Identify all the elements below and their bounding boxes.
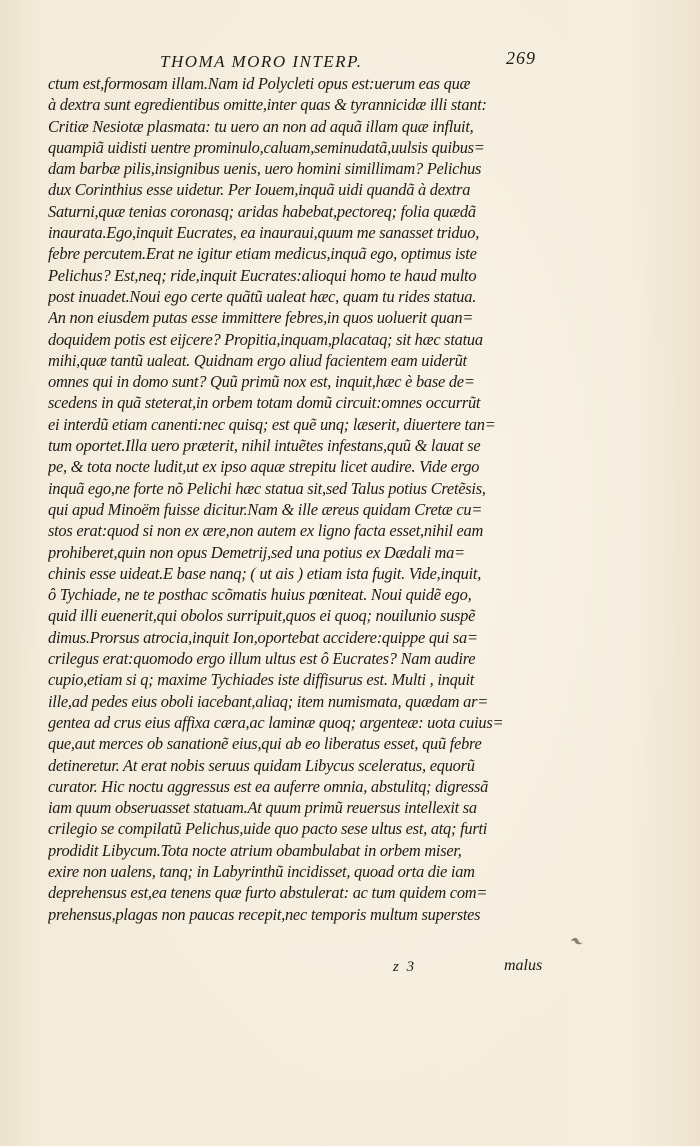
text-line: ille,ad pedes eius oboli iacebant,aliaq; item numismata, quædam ar= xyxy=(48,691,489,711)
text-line: iam quum obseruasset statuam.At quum primũ reuersus intellexit sa xyxy=(48,798,477,818)
text-line: prehensus,plagas non paucas recepit,nec temporis multum superstes xyxy=(48,904,481,924)
text-line: prodidit Libycum.Tota nocte atrium obambulabat in orbem miser, xyxy=(48,840,462,860)
text-line: qui apud Minoëm fuisse dicitur.Nam & ille æreus quidam Cretæ cu= xyxy=(48,499,483,519)
text-line: inquã ego,ne forte nõ Pelichi hæc statua sit,sed Talus potius Cretẽsis, xyxy=(48,478,486,498)
text-line: curator. Hic noctu aggressus est ea auferre omnia, abstulitq; digressã xyxy=(48,776,489,796)
text-line: stos erat:quod si non ex ære,non autem ex ligno facta esset,nihil eam xyxy=(48,521,484,541)
text-line: post inuadet.Noui ego certe quãtũ ualeat hæc, quam tu rides statua. xyxy=(48,286,477,306)
text-line: chinis esse uideat.E base nanq; ( ut ais ) etiam ista fugit. Vide,inquit, xyxy=(48,563,482,583)
text-line: quid illi euenerit,qui obolos surripuit,quos ei quoq; nouilunio suspẽ xyxy=(48,606,476,626)
text-line: exire non ualens, tanq; in Labyrinthũ incidisset, quoad orta die iam xyxy=(48,861,475,881)
text-line: dam barbæ pilis,insignibus uenis, uero homini simillimam? Pelichus xyxy=(48,159,482,179)
text-line: dimus.Prorsus atrocia,inquit Ion,oportebat accidere:quippe qui sa= xyxy=(48,627,478,647)
text-line: ei interdũ etiam canenti:nec quisq; est quẽ unq; læserit, diuertere tan= xyxy=(48,414,496,434)
text-line: crilegio se compilatũ Pelichus,uide quo pacto sese ultus est, atq; furti xyxy=(48,819,488,839)
text-line: quampiã uidisti uentre prominulo,caluam,seminudatã,uulsis quibus= xyxy=(48,137,485,157)
margin-ink-mark-icon xyxy=(570,936,584,946)
text-line: An non eiusdem putas esse immittere febres,in quos uoluerit quan= xyxy=(48,308,474,328)
text-line: gentea ad crus eius affixa cæra,ac laminæ quoq; argenteæ: uota cuius= xyxy=(48,712,504,732)
body-text xyxy=(48,73,553,925)
text-line: dux Corinthius esse uidetur. Per Iouem,inquã uidi quandã à dextra xyxy=(48,180,471,200)
text-line: crilegus erat:quomodo ergo illum ultus est ô Eucrates? Nam audire xyxy=(48,649,476,669)
text-line: cupio,etiam si q; maxime Tychiades iste diffisurus est. Multi , inquit xyxy=(48,670,475,690)
text-line: omnes qui in domo sunt? Quũ primũ nox est, inquit,hæc è base de= xyxy=(48,372,475,392)
text-line: detineretur. At erat nobis seruus quidam Libycus sceleratus, equorũ xyxy=(48,755,475,775)
text-line: febre percutem.Erat ne igitur etiam medicus,inquã ego, optimus iste xyxy=(48,244,477,264)
text-line: Saturni,quæ tenias coronasq; aridas habebat,pectoreq; folia quædã xyxy=(48,201,476,221)
text-line: inaurata.Ego,inquit Eucrates, ea inauraui,quum me sanasset triduo, xyxy=(48,223,480,243)
text-line: prohiberet,quin non opus Demetrij,sed una potius ex Dædali ma= xyxy=(48,542,465,562)
text-line: doquidem potis est eijcere? Propitia,inquam,placataq; sit hæc statua xyxy=(48,329,483,349)
text-line: mihi,quæ tantũ ualeat. Quidnam ergo aliud facientem eam uiderũt xyxy=(48,350,467,370)
text-line: scedens in quã steterat,in orbem totam domũ circuit:omnes occurrũt xyxy=(48,393,481,413)
signature-mark: z 3 xyxy=(393,959,417,975)
text-line: tum oportet.Illa uero præterit, nihil intuẽtes infestans,quũ & lauat se xyxy=(48,436,481,456)
text-line: pe, & tota nocte ludit,ut ex ipso aquæ strepitu licet audire. Vide ergo xyxy=(48,457,480,477)
text-line: que,aut merces ob sanationẽ eius,qui ab eo liberatus esset, quũ febre xyxy=(48,734,482,754)
text-line: à dextra sunt egredientibus omitte,inter quas & tyrannicidæ illi stant: xyxy=(48,95,487,115)
text-line: Critiæ Nesiotæ plasmata: tu uero an non ad aquã illam quæ influit, xyxy=(48,116,474,136)
running-head: THOMA MORO INTERP. xyxy=(160,52,363,71)
text-line: ô Tychiade, ne te posthac scõmatis huius pœniteat. Noui quidẽ ego, xyxy=(48,585,472,605)
text-line: ctum est,formosam illam.Nam id Polycleti opus est:uerum eas quæ xyxy=(48,74,471,93)
text-line: deprehensus est,ea tenens quæ furto abstulerat: ac tum quidem com= xyxy=(48,883,488,903)
page-number: 269 xyxy=(506,48,536,68)
text-line: Pelichus? Est,neq; ride,inquit Eucrates:alioqui homo te haud multo xyxy=(48,265,477,285)
catchword: malus xyxy=(504,957,543,974)
